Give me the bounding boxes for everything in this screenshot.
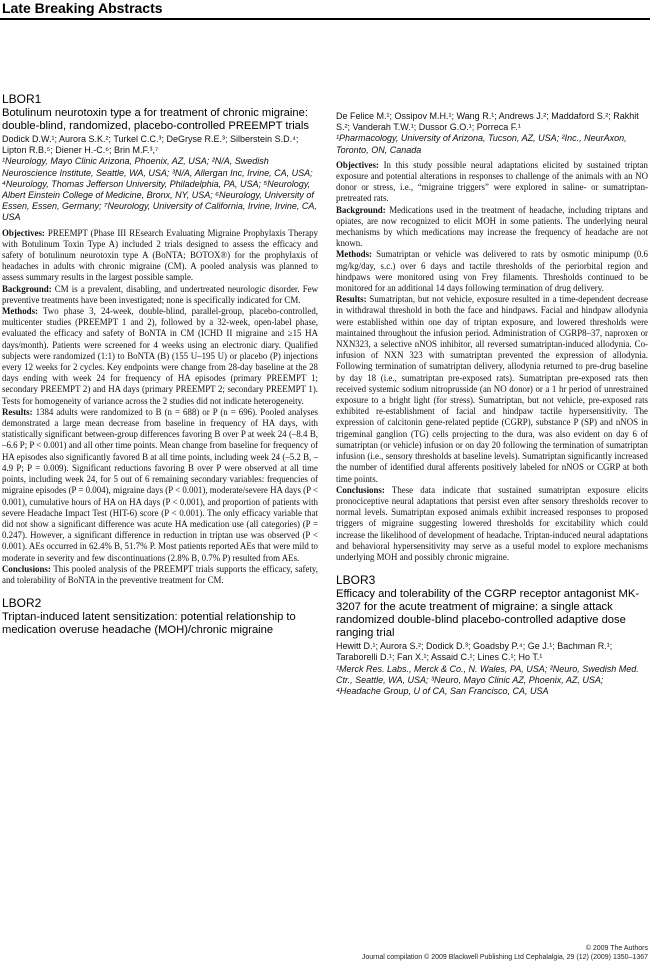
results-paragraph	[2, 407, 318, 564]
conclusions-paragraph	[336, 485, 648, 563]
abstract-lbor1	[2, 92, 318, 586]
conclusions-label: Conclusions:	[336, 484, 385, 495]
background-label: Background:	[336, 204, 386, 215]
results-text: Sumatriptan, but not vehicle, exposure resulted in a time-dependent decrease in withdrawal threshold in both the face and hindpaws. Facial and hindpaw allodynia were established within one day of triptan exposure, and lowered thresholds were maintained throughout the infusion period. Administration of CGRP8–37, naproxen or NXN323, a selective nNOS inhibitor, all reversed sumatriptan-induced allodynia. Co-infusion of NXN 323 with sumatriptan prevented the expression of allodynia. Following termination of sumatriptan delivery, allodynia returned to pre-drug baseline by day 18 (i.e., sumatriptan pre-exposed rats). Sumatriptan pre-exposed rats then received systemic sodium nitroprusside (an NO donor) or a 1 hr period of unrestrained exposure to a bright light (for stress). Sumatriptan, but not vehicle, pre-exposed rats exhibited re-establishment of facial and hindpaw tactile hypersensitivity. The expression of calcitonin gene-related peptide (CGRP), substance P (SP) and nNOS in trigeminal ganglion (TG) cells projecting to the dura, was also evident on day 6 of sumatriptan (or vehicle) infusion or on day 20 following the termination of sumatriptan infusion (i.e., sensory thresholds at baseline levels). Sumatriptan significantly increased the number of identified dural afferents positively labeled for nNOS or CGRP at both time points.	[336, 294, 648, 484]
background-paragraph	[336, 205, 648, 250]
objectives-text: In this study possible neural adaptations elicited by sustained triptan exposure and potential alterations in responses to challenge of the animals with an NO donor or stress, i.e., “migraine triggers” were explored in saline- or sumatriptan-pretreated rats.	[336, 159, 648, 204]
background-label: Background:	[2, 283, 52, 294]
methods-label: Methods:	[2, 306, 38, 317]
abstract-id: LBOR2	[2, 596, 42, 611]
abstract-authors: Hewitt D.¹; Aurora S.²; Dodick D.³; Goadsby P.⁴; Ge J.¹; Bachman R.¹; Taraborelli D.¹; Fan X.¹; Assaid C.¹; Lines C.¹; Ho T.¹	[336, 641, 613, 663]
background-paragraph	[2, 284, 318, 306]
results-label: Results:	[336, 294, 367, 305]
abstract-lbor3	[336, 573, 648, 697]
methods-text: Two phase 3, 24-week, double-blind, parallel-group, placebo-controlled, multicenter studies (PREEMPT 1 and 2), followed by a 32-week, open-label phase, evaluated the efficacy and safety of BoNTA in CM (ICHD II migraine and ≥15 HA days/month). Patients were screened for 4 weeks using an electronic diary. Qualified subjects were randomized (1:1) to BoNTA (B) (155 U–195 U) or placebo (P) injections every 12 weeks for 2 cycles. Key endpoints were change from 28-day baseline at the 28 days ending with week 24 for frequency of HA episodes (primary PREEMPT 1; secondary PREEMPT 2) and HA days (primary PREEMPT 2; secondary PREEMPT 1). Tests for homogeneity of variance across the 2 studies did not indicate heterogeneity.	[2, 306, 318, 406]
conclusions-text: This pooled analysis of the PREEMPT trials supports the efficacy, safety, and tolerability of BoNTA in the preventive treatment for CM.	[2, 563, 318, 585]
conclusions-paragraph	[2, 564, 318, 586]
right-column	[336, 110, 648, 701]
left-column	[2, 92, 318, 637]
abstract-id: LBOR3	[336, 573, 376, 588]
conclusions-label: Conclusions:	[2, 563, 51, 574]
conclusions-text: These data indicate that sustained sumatriptan exposure elicits pronociceptive neural adaptations that persist even after sensory thresholds recover to normal levels. Sumatriptan exposed animals exhibit increased responses to proposed triggers of migraine suggesting lowered thresholds for excitability which could increase the likelihood of development of headache. Triptan-induced neural adaptations and behavioral hypersensitivity may serve as a useful model to explore mechanisms underlying MOH and possibly chronic migraine.	[336, 484, 648, 562]
objectives-label: Objectives:	[336, 159, 379, 170]
abstract-authors: Dodick D.W.¹; Aurora S.K.²; Turkel C.C.³; DeGryse R.E.³; Silberstein S.D.⁴; Lipton R.B.⁵; Diener H.-C.⁶; Brin M.F.³,⁷	[2, 134, 299, 156]
objectives-text: PREEMPT (Phase III REsearch Evaluating Migraine Prophylaxis Therapy with Botulinum Toxin Type A) included 2 trials designed to assess the efficacy and safety of botulinum neurotoxin type A (BoNTA; BOTOX®) for the prophylaxis of headaches in adults with chronic migraine (CM). A pooled analysis was planned to assess summary results in the largest possible sample.	[2, 227, 318, 283]
abstract-affiliations: ¹Merck Res. Labs., Merck & Co., N. Wales, PA, USA; ²Neuro, Swedish Med. Ctr., Seattle, WA, USA; ³Neuro, Mayo Clinic AZ, Phoenix, AZ, USA; ⁴Headache Group, U of CA, San Francisco, CA, USA	[336, 663, 639, 696]
methods-text: Sumatriptan or vehicle was delivered to rats by osmotic minipump (0.6 mg/kg/day, s.c.) over 6 days and tactile thresholds of the periorbital region and hindpaws were monitored using von Frey filaments. Thresholds continued to be monitored for an additional 14 days following termination of drug delivery.	[336, 249, 648, 294]
results-paragraph	[336, 294, 648, 484]
header-rule	[0, 18, 650, 20]
abstract-title: Efficacy and tolerability of the CGRP receptor antagonist MK-3207 for the acute treatment of migraine: a single attack randomized double-blind placebo-controlled adaptive dose ranging trial	[336, 588, 640, 640]
abstract-lbor2-body	[336, 111, 648, 563]
copyright-line: © 2009 The Authors	[585, 945, 648, 952]
abstract-title: Triptan-induced latent sensitization: potential relationship to medication overuse headache (MOH)/chronic migraine	[2, 611, 296, 637]
results-text: 1384 adults were randomized to B (n = 688) or P (n = 696). Pooled analyses demonstrated a large mean decrease from baseline in frequency of HA days, with statistically significant between-group differences favoring B over P at week 24 (–8.4 B, –6.6 P; P < 0.001) and all other time points. Mean change from baseline for frequency of HA episodes also significantly favored B at all time points, including week 24 (–5.2 B, –4.9 P; P = 0.009). Significant reductions favoring B over P were observed at all time points, including week 24, for 5 out of 6 remaining secondary variables: frequencies of migraine episodes (P = 0.004), migraine days (P < 0.001), moderate/severe HA days (P < 0.001), cumulative hours of HA on HA days (P < 0.001), and proportion of patients with severe Headache Impact Test (HIT-6) score (P < 0.001). The only efficacy variable that did not show a significant difference was acute HA medication use (all categories) (P = 0.247). However, a significant difference in reduction in triptan use was observed (P < 0.001). AEs occurred in 62.4% B, 51.7% P. Most patients reported AEs that were mild to moderate in severity and few discontinuations (2.8% B, 0.7% P) resulted from AEs.	[2, 406, 318, 563]
abstract-affiliations: ¹Neurology, Mayo Clinic Arizona, Phoenix, AZ, USA; ²N/A, Swedish Neuroscience Institute, Seattle, WA, USA; ³N/A, Allergan Inc, Irvine, CA, USA; ⁴Neurology, Thomas Jefferson University, Philadelphia, PA, USA; ⁵Neurology, Albert Einstein College of Medicine, Bronx, NY, USA; ⁶Neurology, University of Essen, Essen, Germany; ⁷Neurology, University of California, Irvine, Irvine, CA, USA	[2, 156, 317, 223]
objectives-paragraph	[336, 160, 648, 205]
objectives-paragraph	[2, 228, 318, 284]
abstract-id: LBOR1	[2, 92, 42, 106]
page-header	[0, 0, 650, 20]
background-text: Medications used in the treatment of headache, including triptans and opiates, are now recognized to elicit MOH in some patients. The underlying neural mechanisms by which medications may increase the frequency of headache are not known.	[336, 204, 648, 249]
methods-paragraph	[2, 306, 318, 407]
journal-line: Journal compilation © 2009 Blackwell Publishing Ltd Cephalalgia, 29 (12) (2009) 1350–1367	[361, 954, 648, 961]
abstract-affiliations: ¹Pharmacology, University of Arizona, Tucson, AZ, USA; ²Inc., NeurAxon, Toronto, ON, Canada	[336, 133, 627, 155]
abstract-title: Botulinum neurotoxin type a for treatment of chronic migraine: double-blind, randomized, placebo-controlled PREEMPT trials	[2, 107, 309, 132]
methods-paragraph	[336, 249, 648, 294]
methods-label: Methods:	[336, 249, 372, 260]
page-footer	[362, 944, 648, 962]
section-title: Late Breaking Abstracts	[2, 0, 163, 16]
results-label: Results:	[2, 406, 33, 417]
background-text: CM is a prevalent, disabling, and undertreated neurologic disorder. Few preventive treatments have been investigated; none is specifically indicated for CM.	[2, 283, 318, 305]
objectives-label: Objectives:	[2, 227, 45, 238]
abstract-lbor2-header	[2, 596, 318, 637]
abstract-authors: De Felice M.¹; Ossipov M.H.¹; Wang R.¹; Andrews J.²; Maddaford S.²; Rakhit S.²; Vanderah T.W.¹; Dussor G.O.¹; Porreca F.¹	[336, 111, 639, 133]
